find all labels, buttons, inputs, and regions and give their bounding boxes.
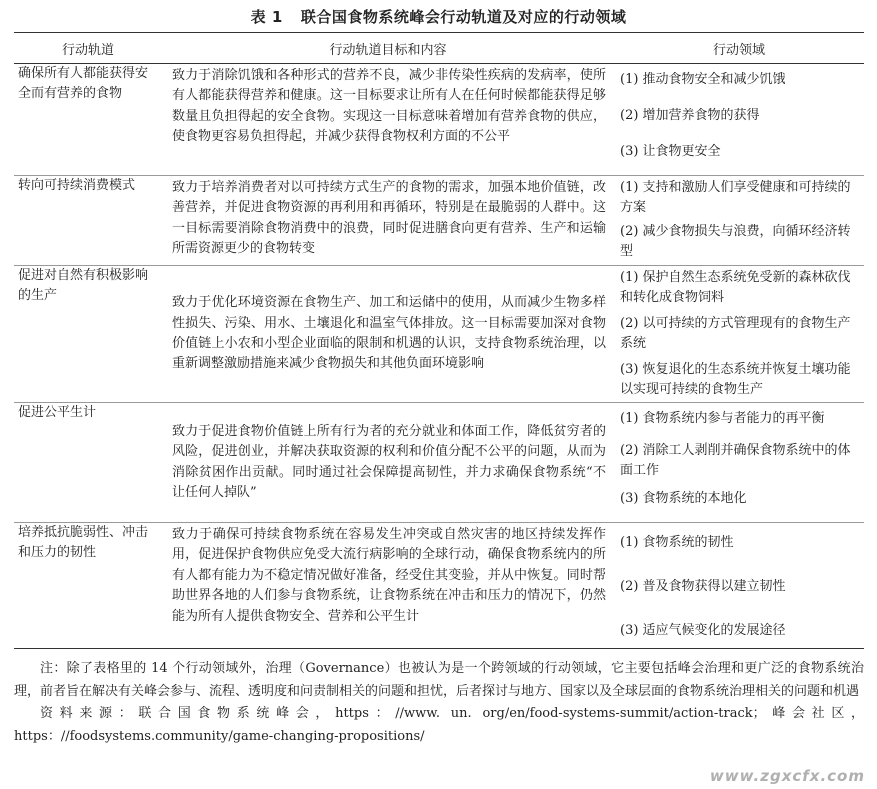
area-item: (3) 恢复退化的生态系统并恢复土壤功能以实现可持续的食物生产 (620, 362, 851, 397)
track-cell: 促进对自然有积极影响的生产 (14, 266, 162, 403)
area-item: (3) 食物系统的本地化 (620, 491, 747, 506)
track-cell: 确保所有人都能获得安全而有营养的食物 (14, 64, 162, 176)
goal-cell: 致力于消除饥饿和各种形式的营养不良，减少非传染性疾病的发病率，使所有人都能获得营养和健康。这一目标要求让所有人在任何时候都能获得足够数量且负担得起的安全食物。实现这一目标意味着增加有营养食物的供应，使食物更容易负担得起，并减少获得食物权利方面的不公平 (162, 64, 614, 176)
area-item: (2) 消除工人剥削并确保食物系统中的体面工作 (620, 443, 851, 478)
areas-cell (614, 266, 864, 403)
area-item: (3) 适应气候变化的发展途径 (620, 623, 786, 638)
watermark: www.zgxcfx.com (709, 767, 865, 785)
goal-cell: 致力于培养消费者对以可持续方式生产的食物的需求，加强本地价值链，改善营养，并促进食物资源的再利用和再循环，特别是在最脆弱的人群中。这一目标需要消除食物消费中的浪费，同时促进膳食向更有营养、生产和运输所需资源更少的食物转变 (162, 176, 614, 266)
area-item: (3) 让食物更安全 (620, 144, 721, 159)
table-row (14, 403, 864, 523)
table-notes (14, 658, 864, 748)
action-track-table (14, 32, 864, 649)
table-number: 表 1 (250, 8, 283, 26)
area-item: (1) 推动食物安全和减少饥饿 (620, 72, 786, 87)
area-item: (2) 以可持续的方式管理现有的食物生产系统 (620, 316, 851, 351)
goal-cell: 致力于优化环境资源在食物生产、加工和运储中的使用，从而减少生物多样性损失、污染、用水、土壤退化和温室气体排放。这一目标需要加深对食物价值链上小农和小型企业面临的限制和机遇的认识，支持食物系统治理，以重新调整激励措施来减少食物损失和其他负面环境影响 (162, 266, 614, 403)
track-cell: 转向可持续消费模式 (14, 176, 162, 266)
table-row (14, 64, 864, 176)
table-title-text: 联合国食物系统峰会行动轨道及对应的行动领域 (300, 8, 627, 26)
header-areas: 行动领域 (614, 33, 864, 64)
header-goal: 行动轨道目标和内容 (162, 33, 614, 64)
note-text: 注：除了表格里的 14 个行动领域外，治理（Governance）也被认为是一个跨领域的行动领域，它主要包括峰会治理和更广泛的食物系统治理，前者旨在解决有关峰会参与、流程、透明度和问责制相关的问题和担忧，后者探讨与地方、国家以及全球层面的食物系统治理相关的问题和机遇 (14, 661, 864, 699)
track-cell: 促进公平生计 (14, 403, 162, 523)
area-item: (2) 减少食物损失与浪费，向循环经济转型 (620, 224, 851, 259)
areas-cell (614, 64, 864, 176)
table-header-row (14, 33, 864, 64)
table-row (14, 523, 864, 649)
area-item: (2) 普及食物获得以建立韧性 (620, 579, 786, 594)
areas-cell (614, 176, 864, 266)
goal-cell: 致力于确保可持续食物系统在容易发生冲突或自然灾害的地区持续发挥作用，促进保护食物供应免受大流行病影响的全球行动，确保食物系统内的所有人都有能力为不稳定情况做好准备，经受住其变验，并从中恢复。同时帮助世界各地的人们参与食物系统，让食物系统在冲击和压力的情况下，仍然能为所有人提供食物安全、营养和公平生计 (162, 523, 614, 649)
table-title (0, 6, 877, 27)
areas-cell (614, 403, 864, 523)
table-row (14, 176, 864, 266)
area-item: (1) 食物系统的韧性 (620, 535, 734, 550)
header-track: 行动轨道 (14, 33, 162, 64)
area-item: (1) 支持和激励人们享受健康和可持续的方案 (620, 180, 851, 215)
areas-cell (614, 523, 864, 649)
area-item: (2) 增加营养食物的获得 (620, 108, 760, 123)
area-item: (1) 保护自然生态系统免受新的森林砍伐和转化成食物饲料 (620, 270, 851, 305)
area-item: (1) 食物系统内参与者能力的再平衡 (620, 411, 825, 426)
table-row (14, 266, 864, 403)
goal-cell: 致力于促进食物价值链上所有行为者的充分就业和体面工作，降低贫穷者的风险，促进创业，并解决获取资源的权利和价值分配不公平的问题，从而为消除贫困作出贡献。同时通过社会保障提高韧性，并力求确保食物系统“不让任何人掉队” (162, 403, 614, 523)
source-text: 资料来源：联合国食物系统峰会，https：//www. un. org/en/food-systems-summit/action-track；峰会社区，https：//foodsystems.community/game-changing-propositions/ (14, 706, 864, 744)
track-cell: 培养抵抗脆弱性、冲击和压力的韧性 (14, 523, 162, 649)
